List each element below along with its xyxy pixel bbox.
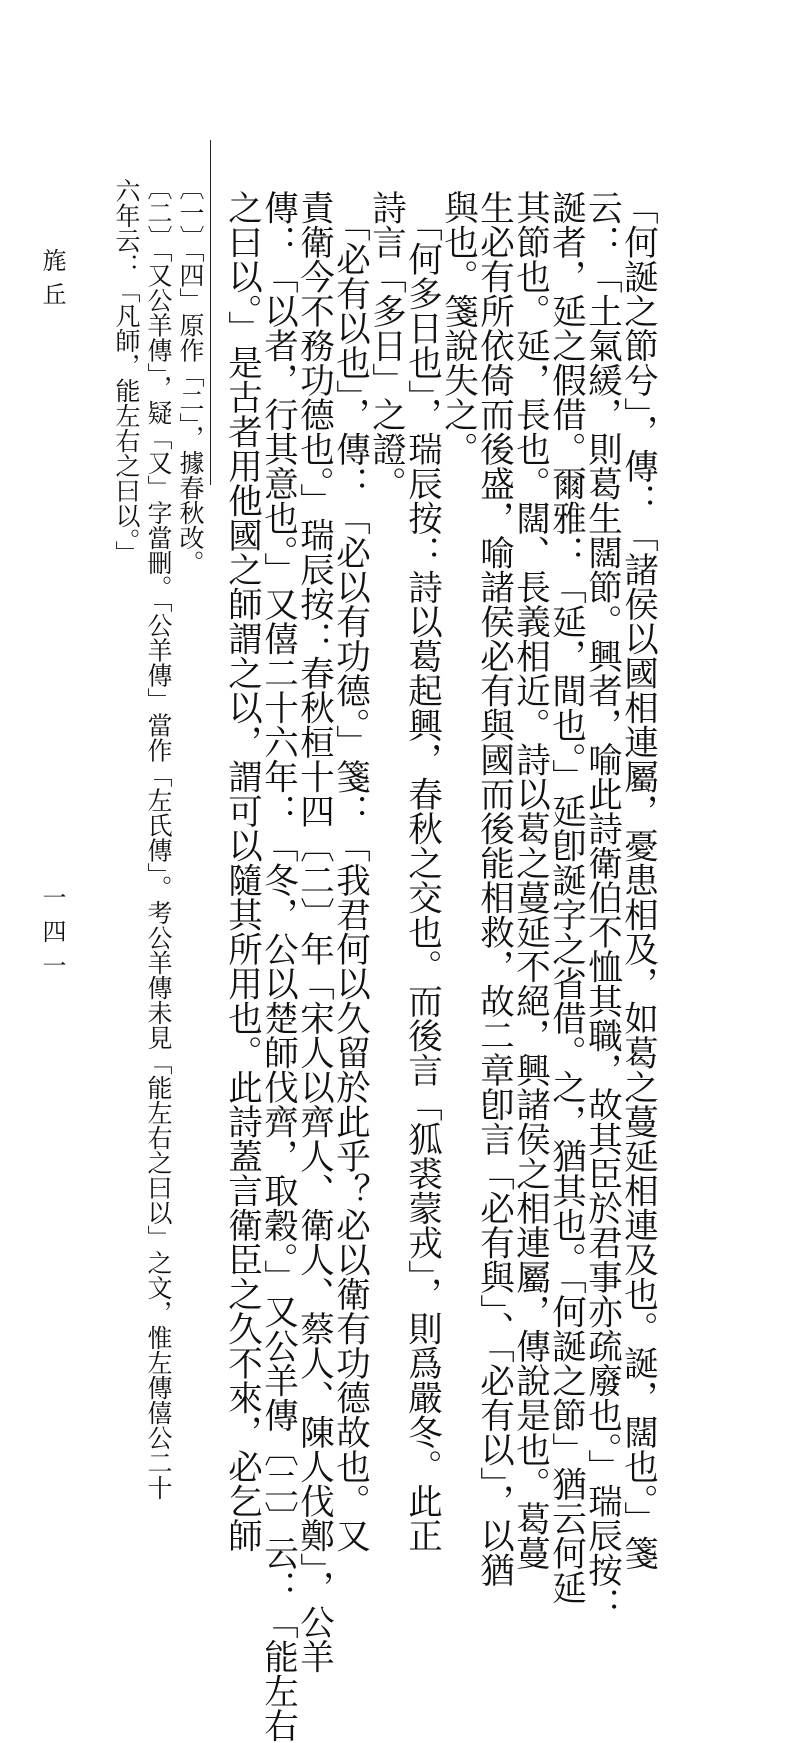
main-text-column: 「何多日也」，瑞辰按：詩以葛起興，春秋之交也。而後言「狐裘蒙戎」，則爲嚴冬。此正 xyxy=(401,190,442,1553)
main-text-column: 誕者，延之假借。爾雅：「延，間也。」延卽誕字之省借。之，猶其也。「何誕之節」猶云何延 xyxy=(545,190,586,1605)
main-text-column: 之曰以。」是古者用他國之師謂之以，謂可以隨其所用也。此詩蓋言衛臣之久不來，必乞師 xyxy=(221,190,262,1553)
footnote: 〔一〕「四」原作「二」，據春秋改。 xyxy=(176,175,205,575)
main-text-column: 與也。箋說失之。 xyxy=(437,190,478,466)
footnote: 〔二〕「又公羊傳」，疑「又」字當刪。「公羊傳」當作「左氏傳」。考公羊傳未見「能左右之曰以」之文，惟左傳僖公二十 xyxy=(144,175,173,1500)
running-head-title: 旄丘 xyxy=(38,248,66,316)
page-number: 一四一 xyxy=(38,885,66,987)
main-text-column: 傳：「以者，行其意也。」又僖二十六年：「冬，公以楚師伐齊，取穀。」又公羊傳〔二〕云：「能左右 xyxy=(257,190,298,1743)
main-text-column: 責衛今不務功德也。」瑞辰按：春秋桓十四〔二〕年「宋人以齊人、衛人、蔡人、陳人伐鄭」，公羊 xyxy=(293,190,334,1674)
footnote: 六年云：「凡師，能左右之曰以。」 xyxy=(112,178,141,566)
main-text-column: 詩言「多日」之證。 xyxy=(365,190,406,501)
main-text-column: 其節也。延，長也。闊、長義相近。詩以葛之蔓延不絕，興諸侯之相連屬，傳說是也。葛蔓 xyxy=(509,190,550,1570)
main-text-column: 「何誕之節兮」，傳：「諸侯以國相連屬，憂患相及，如葛之蔓延相連及也。誕，闊也。」箋 xyxy=(617,190,658,1570)
main-text-column: 云：「土氣緩，則葛生闊節。興者，喻此詩衛伯不恤其職，故其臣於君事亦疏廢也。」瑞辰按： xyxy=(581,190,622,1622)
main-text-column: 「必有以也」，傳：「必以有功德。」箋：「我君何以久留於此乎？必以衛有功德故也。又 xyxy=(329,190,370,1553)
notes-divider xyxy=(210,140,211,485)
main-text-column: 生必有所依倚而後盛，喻諸侯必有與國而後能相救，故二章卽言「必有與」、「必有以」，以猶 xyxy=(473,190,514,1588)
